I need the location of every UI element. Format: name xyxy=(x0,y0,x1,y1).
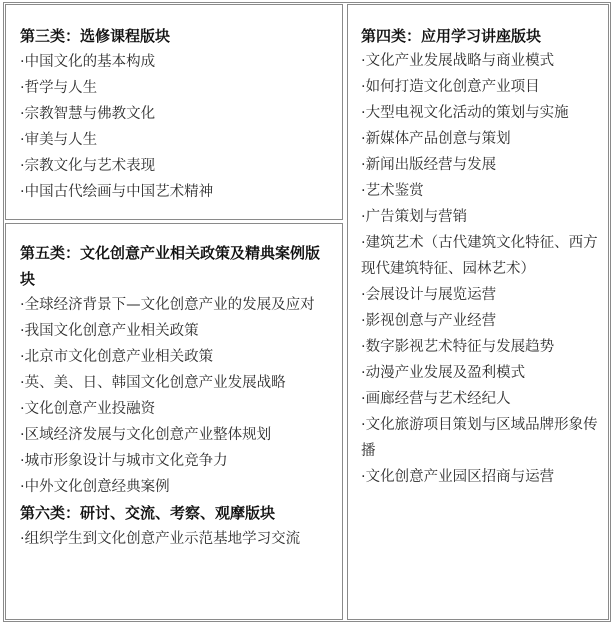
list-item: ·哲学与人生 xyxy=(20,80,98,96)
list-item: ·英、美、日、韩国文化创意产业发展战略 xyxy=(20,375,286,391)
block-title-policy: 第五类：文化创意产业相关政策及精典案例版块 xyxy=(20,244,321,288)
list-item: ·文化创意产业园区招商与运营 xyxy=(361,469,555,485)
list-item: ·艺术鉴赏 xyxy=(361,183,424,199)
list-item: ·宗教文化与艺术表现 xyxy=(20,158,156,174)
list-item: ·影视创意与产业经营 xyxy=(361,313,497,329)
list-item: ·审美与人生 xyxy=(20,132,98,148)
list-item: ·如何打造文化创意产业项目 xyxy=(361,79,540,95)
cell-policy-cases xyxy=(5,223,343,620)
list-item: ·文化产业发展战略与商业模式 xyxy=(361,53,555,69)
block-title-elective: 第三类：选修课程版块 xyxy=(20,27,171,45)
list-item: ·全球经济背景下—文化创意产业的发展及应对 xyxy=(20,297,315,313)
list-item: ·北京市文化创意产业相关政策 xyxy=(20,349,214,365)
list-item: ·数字影视艺术特征与发展趋势 xyxy=(361,339,555,355)
block-title-applied: 第四类：应用学习讲座版块 xyxy=(361,27,542,45)
list-item: ·区域经济发展与文化创意产业整体规划 xyxy=(20,427,272,443)
list-item: ·我国文化创意产业相关政策 xyxy=(20,323,199,339)
list-item: ·组织学生到文化创意产业示范基地学习交流 xyxy=(20,531,301,547)
block-title-seminar: 第六类：研讨、交流、考察、观摩版块 xyxy=(20,504,276,522)
list-item: ·大型电视文化活动的策划与实施 xyxy=(361,105,569,121)
list-item: ·动漫产业发展及盈利模式 xyxy=(361,365,526,381)
list-item: ·广告策划与营销 xyxy=(361,209,468,225)
list-item: ·宗教智慧与佛教文化 xyxy=(20,106,156,122)
list-item: ·城市形象设计与城市文化竞争力 xyxy=(20,453,228,469)
list-item: ·中外文化创意经典案例 xyxy=(20,479,170,495)
list-item: ·会展设计与展览运营 xyxy=(361,287,497,303)
list-item: ·画廊经营与艺术经纪人 xyxy=(361,391,511,407)
cell-applied-lectures xyxy=(347,4,609,620)
list-item: ·中国古代绘画与中国艺术精神 xyxy=(20,184,214,200)
list-item: ·新闻出版经营与发展 xyxy=(361,157,497,173)
list-item: ·文化旅游项目策划与区域品牌形象传播 xyxy=(361,417,598,459)
list-item: ·文化创意产业投融资 xyxy=(20,401,156,417)
cell-elective-courses xyxy=(5,4,343,220)
list-item: ·新媒体产品创意与策划 xyxy=(361,131,511,147)
list-item: ·中国文化的基本构成 xyxy=(20,54,156,70)
list-item: ·建筑艺术（古代建筑文化特征、西方现代建筑特征、园林艺术） xyxy=(361,235,598,277)
